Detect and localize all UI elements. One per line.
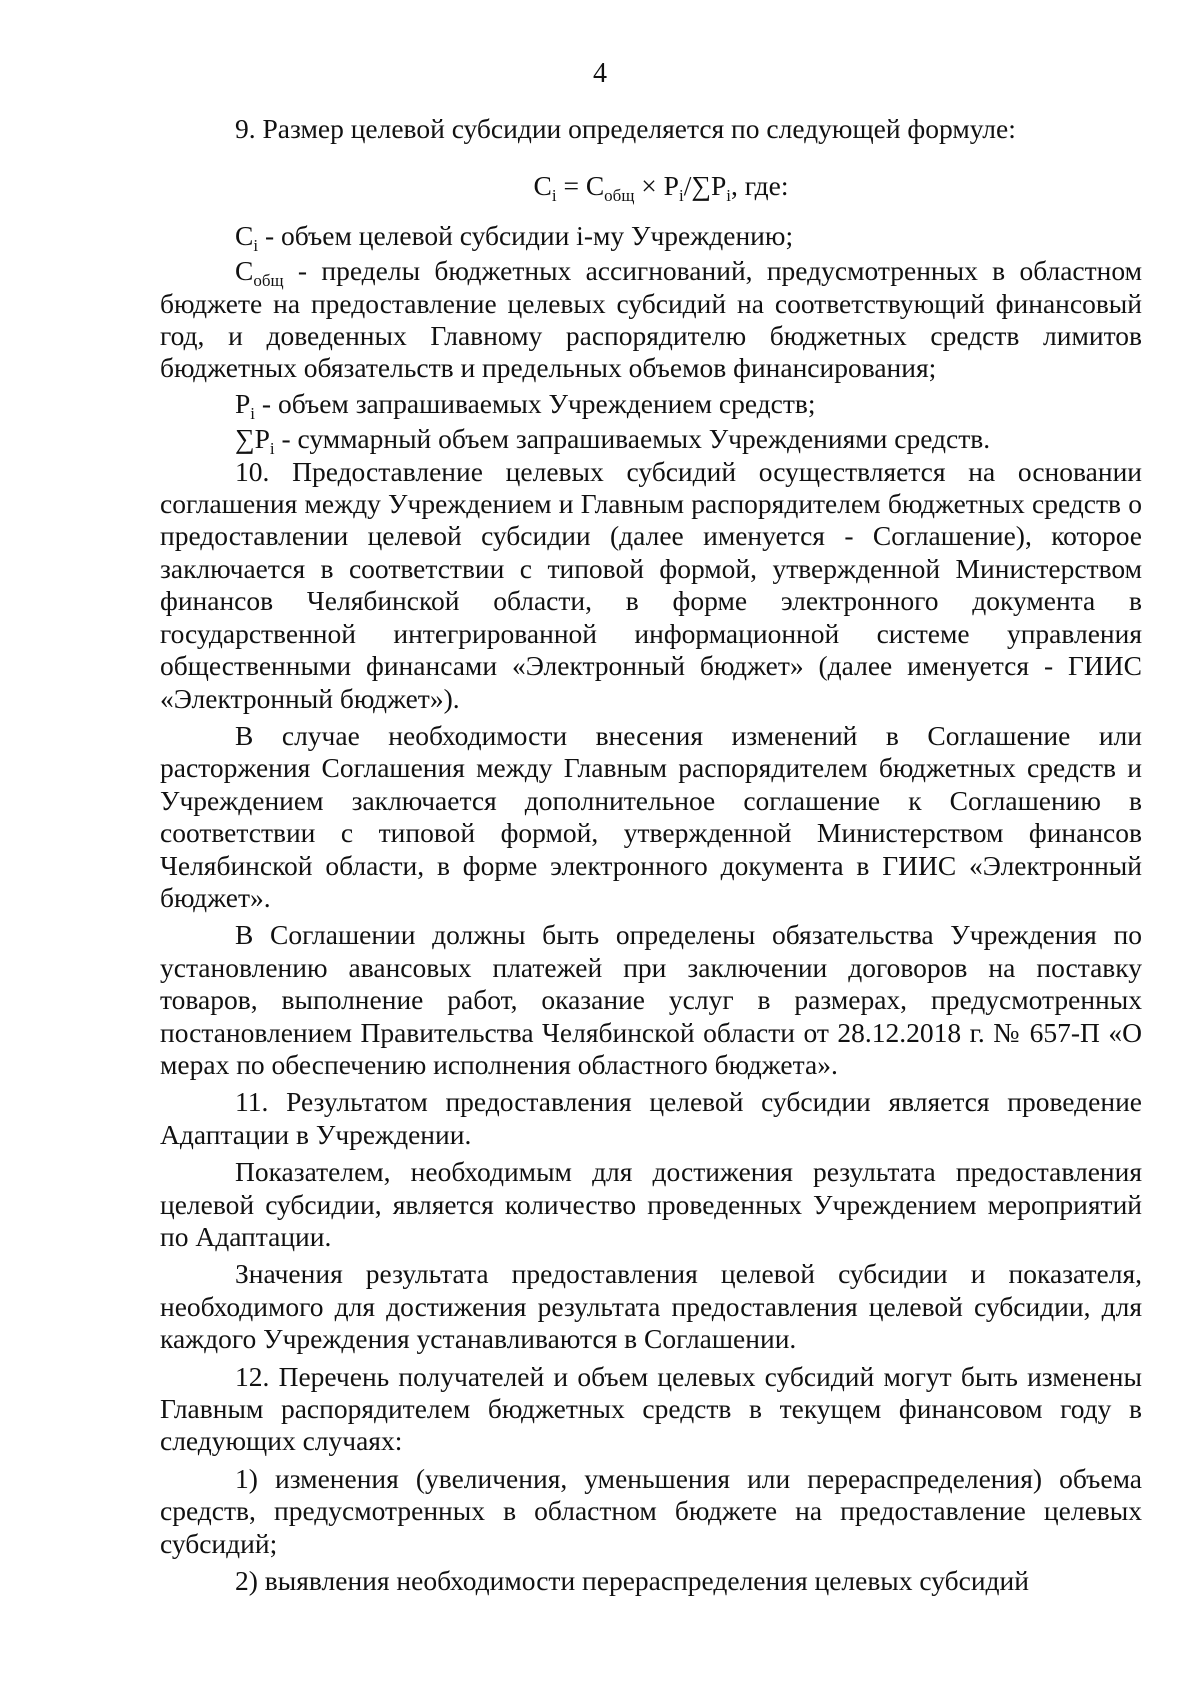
definition-sum-pi-symbol: ∑P	[235, 423, 270, 455]
formula-where: , где:	[731, 170, 789, 202]
formula-c: C	[533, 170, 552, 202]
definition-c-total-text: - пределы бюджетных ассигнований, предусмотренных в областном бюджете на предоставление целевых субсидий на соответствующий финансовый год, и доведенных Главному распорядителю бюджетных средств лимитов бюджетных обязательств и предельных объемов финансирования;	[160, 255, 1142, 384]
definition-sum-pi-sub: i	[269, 439, 275, 459]
definition-c-total-symbol: C	[235, 255, 254, 287]
formula-times: × P	[634, 170, 679, 202]
page-number: 4	[593, 58, 607, 89]
definition-sum-pi-text: - суммарный объем запрашиваемых Учреждениями средств.	[274, 423, 991, 455]
definition-pi-symbol: P	[235, 387, 251, 419]
paragraph-11-indicator: Показателем, необходимым для достижения результата предоставления целевой субсидии, является количество проведенных Учреждением мероприятий по Адаптации.	[160, 1156, 1142, 1252]
formula-div-sum: /∑P	[683, 170, 727, 202]
formula-eq: =	[556, 170, 586, 202]
definition-c-total	[160, 255, 1142, 385]
formula-p-sub: i	[678, 186, 684, 206]
paragraph-12: 12. Перечень получателей и объем целевых субсидий могут быть изменены Главным распорядителем бюджетных средств в текущем финансовом году в следующих случаях:	[160, 1360, 1142, 1457]
subsidy-formula	[160, 170, 1142, 206]
paragraph-10-change: В случае необходимости внесения изменений в Соглашение или расторжения Соглашения между Главным распорядителем бюджетных средств и Учреждением заключается дополнительное соглашение к Соглашению в соответствии с типовой формой, утвержденной Министерством финансов Челябинской области, в форме электронного документа в ГИИС «Электронный бюджет».	[160, 719, 1142, 913]
definition-ci-symbol: C	[235, 219, 254, 251]
paragraph-11: 11. Результатом предоставления целевой субсидии является проведение Адаптации в Учреждении.	[160, 1086, 1142, 1150]
definition-ci-sub: i	[253, 235, 259, 255]
definition-sum-pi	[160, 423, 1142, 459]
definition-pi-text: - объем запрашиваемых Учреждением средств;	[255, 387, 816, 419]
definition-pi	[160, 387, 1142, 423]
paragraph-12-item-1: 1) изменения (увеличения, уменьшения или перераспределения) объема средств, предусмотренных в областном бюджете на предоставление целевых субсидий;	[160, 1462, 1142, 1559]
paragraph-10-obligations: В Соглашении должны быть определены обязательства Учреждения по установлению авансовых платежей при заключении договоров на поставку товаров, выполнение работ, оказание услуг в размерах, предусмотренных постановлением Правительства Челябинской области от 28.12.2018 г. № 657-П «О мерах по обеспечению исполнения областного бюджета».	[160, 919, 1142, 1080]
formula-c-sub: i	[551, 186, 557, 206]
paragraph-12-item-2: 2) выявления необходимости перераспределения целевых субсидий	[235, 1565, 1029, 1597]
definition-ci	[160, 219, 1142, 255]
paragraph-11-values: Значения результата предоставления целевой субсидии и показателя, необходимого для достижения результата предоставления целевой субсидии, для каждого Учреждения устанавливаются в Соглашении.	[160, 1258, 1142, 1355]
document-body	[160, 113, 1142, 1597]
paragraph-10: 10. Предоставление целевых субсидий осуществляется на основании соглашения между Учреждением и Главным распорядителем бюджетных средств о предоставлении целевой субсидии (далее именуется - Соглашение), которое заключается в соответствии с типовой формой, утвержденной Министерством финансов Челябинской области, в форме электронного документа в государственной интегрированной информационной системе управления общественными финансами «Электронный бюджет» (далее именуется - ГИИС «Электронный бюджет»).	[160, 455, 1142, 714]
definition-ci-text: - объем целевой субсидии i-му Учреждению;	[258, 219, 794, 251]
formula-c-total-sub: общ	[604, 186, 635, 206]
definition-pi-sub: i	[250, 403, 256, 423]
formula-c-total: C	[585, 170, 605, 202]
formula-sum-sub: i	[726, 186, 731, 206]
definition-c-total-sub: общ	[253, 271, 284, 291]
paragraph-9-intro: 9. Размер целевой субсидии определяется по следующей формуле:	[235, 113, 1016, 144]
